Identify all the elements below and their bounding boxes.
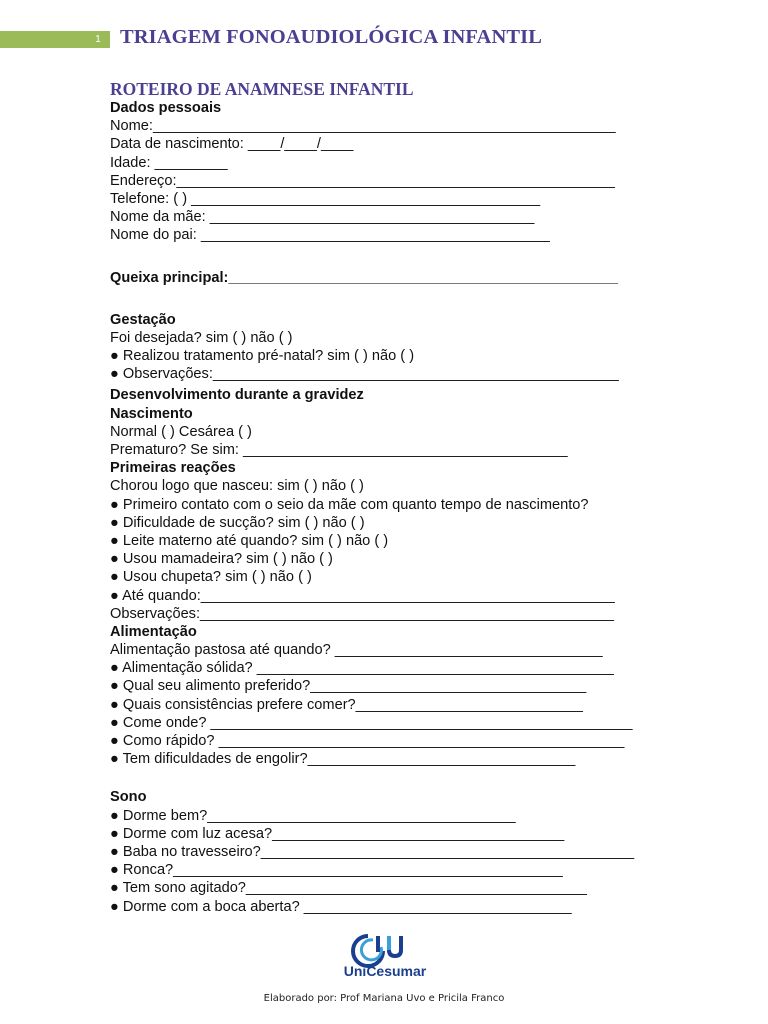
field-chupeta: ● Usou chupeta? sim ( ) não ( ) xyxy=(110,569,312,586)
field-alimentacao-solida: ● Alimentação sólida? ____________________________________________ xyxy=(110,660,614,677)
document-subtitle: ROTEIRO DE ANAMNESE INFANTIL xyxy=(110,79,414,99)
field-dificuldade-engolir: ● Tem dificuldades de engolir?_________________________________ xyxy=(110,751,576,768)
section-heading-dados-pessoais: Dados pessoais xyxy=(110,100,222,116)
footer-credits: Elaborado por: Prof Mariana Uvo e Pricila Franco xyxy=(263,993,505,1004)
field-dorme-bem: ● Dorme bem?______________________________________ xyxy=(110,807,516,824)
form-content xyxy=(110,99,670,916)
field-baba: ● Baba no travesseiro?______________________________________________ xyxy=(110,843,635,860)
field-nome: Nome:_________________________________________________________ xyxy=(110,118,616,135)
document-title: TRIAGEM FONOAUDIOLÓGICA INFANTIL xyxy=(120,26,542,48)
field-endereco: Endereço:______________________________________________________ xyxy=(110,172,615,189)
field-boca-aberta: ● Dorme com a boca aberta? _________________________________ xyxy=(110,898,572,915)
field-telefone: Telefone: ( ) ___________________________________________ xyxy=(110,190,541,207)
field-alimento-preferido: ● Qual seu alimento preferido?__________________________________ xyxy=(110,678,587,695)
section-heading-alimentacao: Alimentação xyxy=(110,623,197,640)
section-heading-gestacao: Gestação xyxy=(110,311,176,328)
logo-text: UniCesumar xyxy=(343,963,427,979)
field-data-nascimento: Data de nascimento: ____/____/____ xyxy=(110,136,354,153)
field-nome-pai: Nome do pai: ___________________________________________ xyxy=(110,227,550,244)
field-ronca: ● Ronca?________________________________________________ xyxy=(110,862,563,879)
field-leite-materno: ● Leite materno até quando? sim ( ) não ( ) xyxy=(110,532,389,549)
field-consistencias: ● Quais consistências prefere comer?____________________________ xyxy=(110,696,583,713)
field-come-onde: ● Come onde? ____________________________________________________ xyxy=(110,714,633,731)
section-heading-desenvolvimento: Desenvolvimento durante a gravidez xyxy=(110,387,364,404)
field-idade: Idade: _________ xyxy=(110,154,228,171)
section-heading-nascimento: Nascimento xyxy=(110,405,193,422)
unicesumar-logo-icon xyxy=(342,934,428,980)
field-foi-desejada: Foi desejada? sim ( ) não ( ) xyxy=(110,329,293,346)
field-tipo-parto: Normal ( ) Cesárea ( ) xyxy=(110,423,252,440)
unicesumar-logo xyxy=(342,934,428,980)
section-heading-sono: Sono xyxy=(110,789,147,806)
field-pre-natal: ● Realizou tratamento pré-natal? sim ( ) não ( ) xyxy=(110,348,415,365)
field-sono-agitado: ● Tem sono agitado?__________________________________________ xyxy=(110,880,587,897)
field-chorou: Chorou logo que nasceu: sim ( ) não ( ) xyxy=(110,478,364,495)
field-primeiro-contato: ● Primeiro contato com o seio da mãe com quanto tempo de nascimento? xyxy=(110,496,589,513)
section-heading-primeiras-reacoes: Primeiras reações xyxy=(110,460,236,477)
field-gestacao-observacoes: ● Observações:__________________________________________________ xyxy=(110,366,619,383)
field-reacoes-observacoes: Observações:___________________________________________________ xyxy=(110,605,614,622)
field-queixa-principal: Queixa principal:________________________________________________ xyxy=(110,269,618,286)
field-nome-mae: Nome da mãe: ________________________________________ xyxy=(110,209,535,226)
field-succao: ● Dificuldade de sucção? sim ( ) não ( ) xyxy=(110,514,365,531)
field-ate-quando: ● Até quando:___________________________________________________ xyxy=(110,587,615,604)
field-alimentacao-pastosa: Alimentação pastosa até quando? _________________________________ xyxy=(110,642,603,659)
page-number: 1 xyxy=(95,34,101,45)
field-como-rapido: ● Como rápido? __________________________________________________ xyxy=(110,733,625,749)
field-luz-acesa: ● Dorme com luz acesa?____________________________________ xyxy=(110,825,565,842)
field-mamadeira: ● Usou mamadeira? sim ( ) não ( ) xyxy=(110,551,333,568)
field-prematuro: Prematuro? Se sim: ________________________________________ xyxy=(110,442,568,458)
